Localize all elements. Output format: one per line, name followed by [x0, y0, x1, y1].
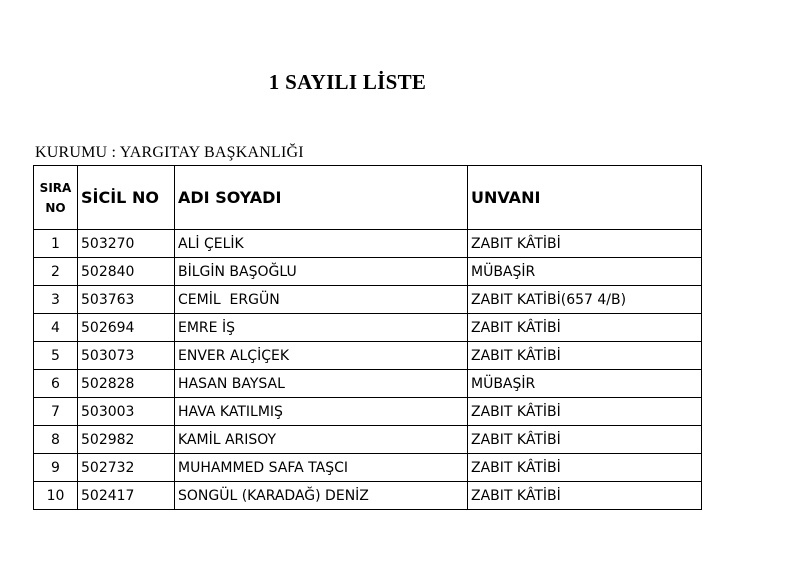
- cell-title: ZABIT KÂTİBİ: [468, 342, 702, 370]
- cell-name: ALİ ÇELİK: [175, 230, 468, 258]
- cell-no: 2: [34, 258, 78, 286]
- cell-name: SONGÜL (KARADAĞ) DENİZ: [175, 482, 468, 510]
- table-row: [34, 370, 702, 398]
- cell-no: 7: [34, 398, 78, 426]
- header-adi-soyadi: ADI SOYADI: [175, 166, 468, 230]
- table-row: [34, 342, 702, 370]
- header-sira-no: [34, 166, 78, 230]
- cell-title: ZABIT KÂTİBİ: [468, 426, 702, 454]
- document-title: 1 SAYILI LİSTE: [268, 70, 427, 94]
- cell-name: EMRE İŞ: [175, 314, 468, 342]
- cell-no: 10: [34, 482, 78, 510]
- cell-no: 9: [34, 454, 78, 482]
- cell-name: KAMİL ARISOY: [175, 426, 468, 454]
- table-row: [34, 314, 702, 342]
- cell-name: CEMİL ERGÜN: [175, 286, 468, 314]
- cell-no: 8: [34, 426, 78, 454]
- cell-title: ZABIT KÂTİBİ: [468, 482, 702, 510]
- cell-title: ZABIT KÂTİBİ: [468, 314, 702, 342]
- cell-sicil: 503270: [78, 230, 175, 258]
- institution-label: KURUMU : YARGITAY BAŞKANLIĞI: [35, 144, 304, 161]
- cell-name: ENVER ALÇİÇEK: [175, 342, 468, 370]
- table-row: [34, 258, 702, 286]
- table-row: [34, 482, 702, 510]
- cell-sicil: 502840: [78, 258, 175, 286]
- cell-title: ZABIT KATİBİ(657 4/B): [468, 286, 702, 314]
- cell-name: BİLGİN BAŞOĞLU: [175, 258, 468, 286]
- cell-title: ZABIT KÂTİBİ: [468, 398, 702, 426]
- header-sicil-no: SİCİL NO: [78, 166, 175, 230]
- header-sira: SIRA: [39, 180, 72, 195]
- cell-title: MÜBAŞİR: [468, 370, 702, 398]
- cell-title: MÜBAŞİR: [468, 258, 702, 286]
- cell-no: 1: [34, 230, 78, 258]
- cell-sicil: 502694: [78, 314, 175, 342]
- cell-title: ZABIT KÂTİBİ: [468, 230, 702, 258]
- table-row: [34, 286, 702, 314]
- cell-sicil: 502417: [78, 482, 175, 510]
- cell-sicil: 503763: [78, 286, 175, 314]
- cell-no: 5: [34, 342, 78, 370]
- cell-name: HAVA KATILMIŞ: [175, 398, 468, 426]
- table-row: [34, 454, 702, 482]
- table-header-row: [34, 166, 702, 230]
- table-row: [34, 398, 702, 426]
- cell-no: 3: [34, 286, 78, 314]
- staff-table: [33, 165, 702, 510]
- cell-title: ZABIT KÂTİBİ: [468, 454, 702, 482]
- cell-sicil: 503073: [78, 342, 175, 370]
- cell-no: 6: [34, 370, 78, 398]
- cell-name: MUHAMMED SAFA TAŞCI: [175, 454, 468, 482]
- cell-sicil: 502732: [78, 454, 175, 482]
- cell-sicil: 502982: [78, 426, 175, 454]
- header-no: NO: [45, 200, 66, 215]
- table-row: [34, 426, 702, 454]
- table-row: [34, 230, 702, 258]
- cell-sicil: 502828: [78, 370, 175, 398]
- cell-no: 4: [34, 314, 78, 342]
- cell-name: HASAN BAYSAL: [175, 370, 468, 398]
- cell-sicil: 503003: [78, 398, 175, 426]
- header-unvani: UNVANI: [468, 166, 702, 230]
